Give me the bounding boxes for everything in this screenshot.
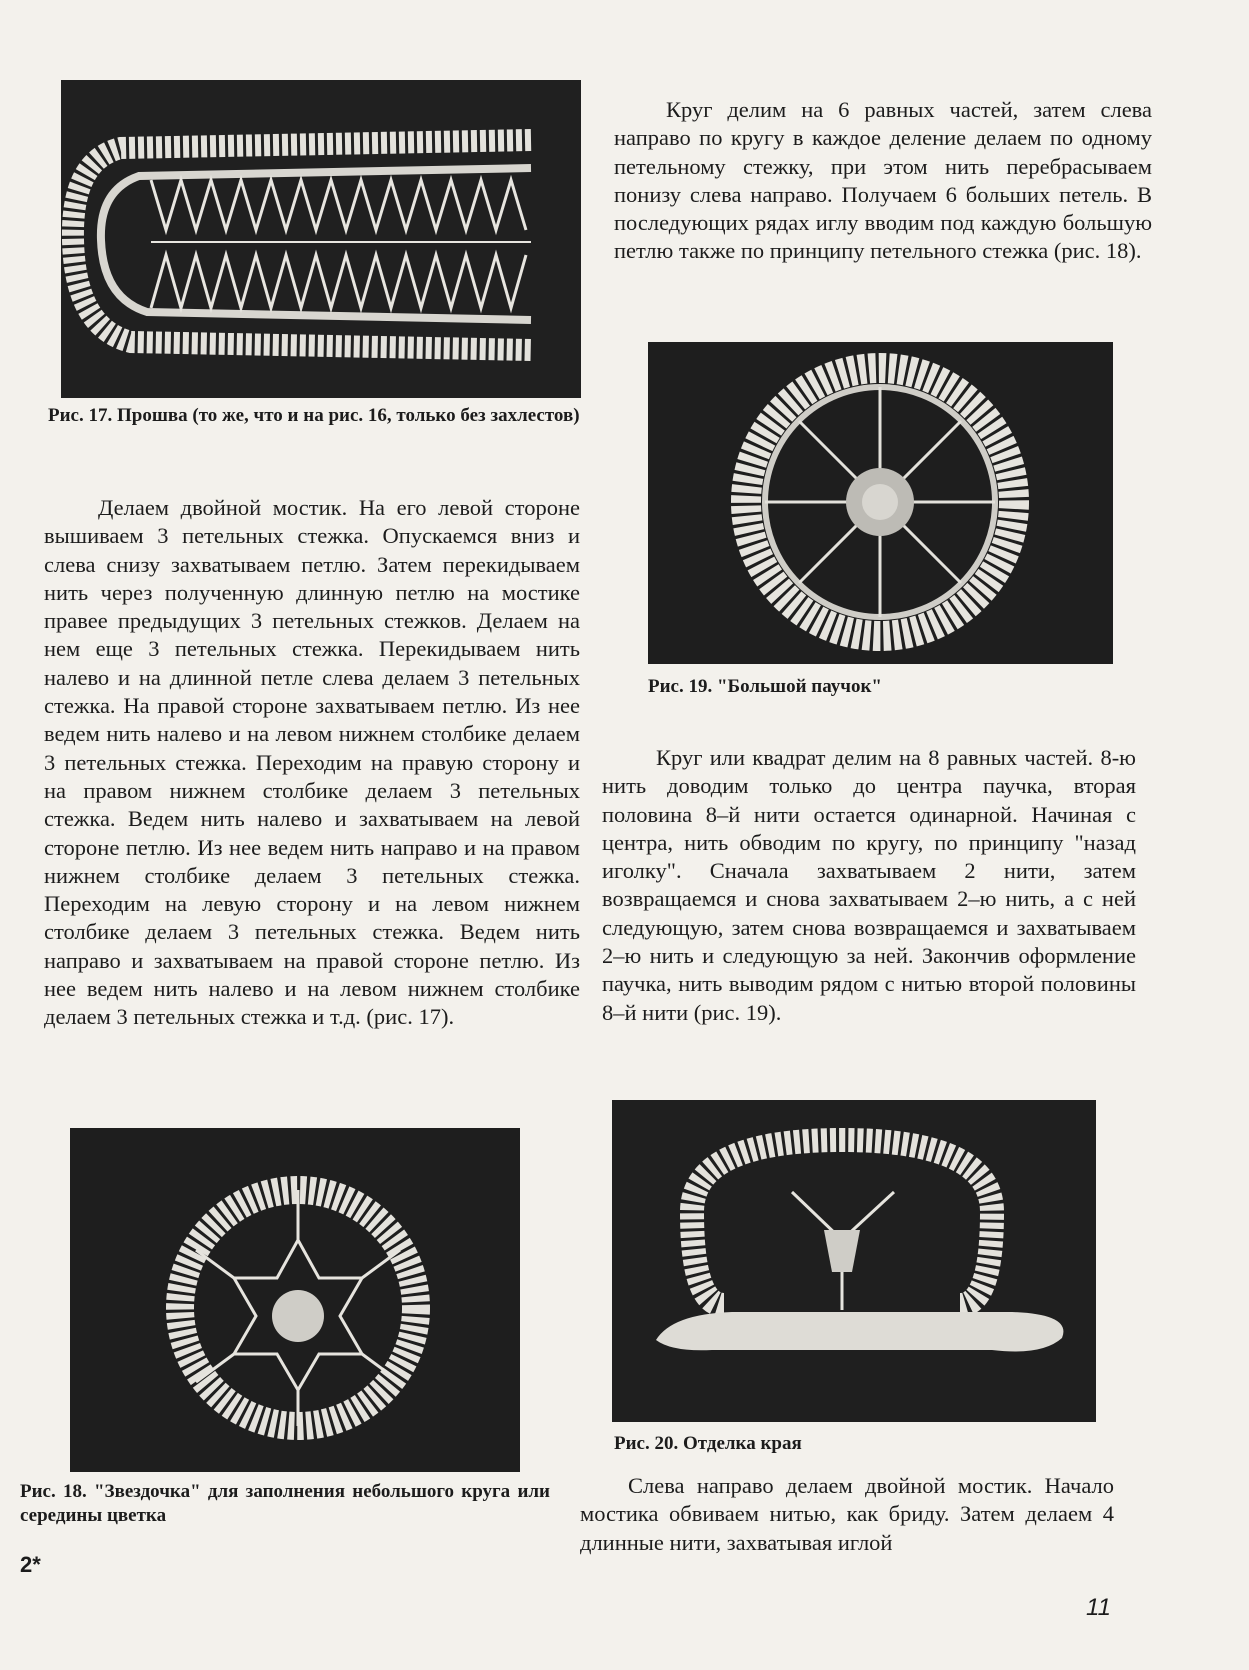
figure-20-photo [612, 1100, 1096, 1422]
paragraph-edge: Слева направо делаем двойной мостик. Начало мостика обвиваем нитью, как бриду. Затем делаем 4 длинные нити, захватывая иглой [580, 1473, 1114, 1555]
page-number: 11 [1086, 1594, 1111, 1621]
paragraph-circle-six: Круг делим на 6 равных частей, затем слева направо по кругу в каждое деление делаем по одному петельному стежку, при этом нить перебрасываем понизу слева направо. Получаем 6 больших петель. В последующих рядах иглу вводим под каждую большую петлю также по принципу петельного стежка (рис. 18). [614, 97, 1152, 264]
figure-18-photo [70, 1128, 520, 1472]
figure-17-photo [61, 80, 581, 398]
figure-17-caption: Рис. 17. Прошва (то же, что и на рис. 16, только без захлестов) [48, 405, 580, 426]
paragraph-double-bridge: Делаем двойной мостик. На его левой стороне вышиваем 3 петельных стежка. Опускаемся вниз и слева снизу захватываем петлю. Затем перекидываем нить через полученную длинную петлю на мостике правее предыдущих 3 петельных стежков. Делаем на нем еще 3 петельных стежка. Перекидываем нить налево и на длинной петле слева делаем 3 петельных стежка. На правой стороне захватываем петлю. Из нее ведем нить налево и на левом нижнем столбике делаем 3 петельных стежка. Переходим на правую сторону и на правом нижнем столбике делаем 3 петельных стежка. Ведем нить налево и захватываем на левой стороне петлю. Из нее ведем нить направо и на правом нижнем столбике делаем 3 петельных стежка. Переходим на левую сторону и на левом нижнем столбике делаем 3 петельных стежка. Ведем нить направо и захватываем на правой стороне петлю. Из нее ведем нить налево и на левом нижнем столбике делаем 3 петельных стежка и т.д. (рис. 17). [44, 495, 580, 1030]
figure-20-caption: Рис. 20. Отделка края [614, 1433, 802, 1454]
figure-19-caption: Рис. 19. "Большой паучок" [648, 676, 882, 697]
figure-18-caption: Рис. 18. "Звездочка" для заполнения небольшого круга или середины цветка [20, 1481, 550, 1526]
figure-19-photo [648, 342, 1113, 664]
signature-mark: 2* [20, 1552, 41, 1577]
paragraph-circle-eight: Круг или квадрат делим на 8 равных частей. 8-ю нить доводим только до центра паучка, вторая половина 8–й нити остается одинарной. Начиная с центра, нить обводим по кругу, по принципу "назад иголку". Сначала захватываем 2 нити, затем возвращаемся и снова захватываем 2–ю нить, а с ней следующую, затем снова возвращаемся и захватываем 2–ю нить и следующую за ней. Закончив оформление паучка, нить выводим рядом с нитью второй половины 8–й нити (рис. 19). [602, 745, 1136, 1025]
